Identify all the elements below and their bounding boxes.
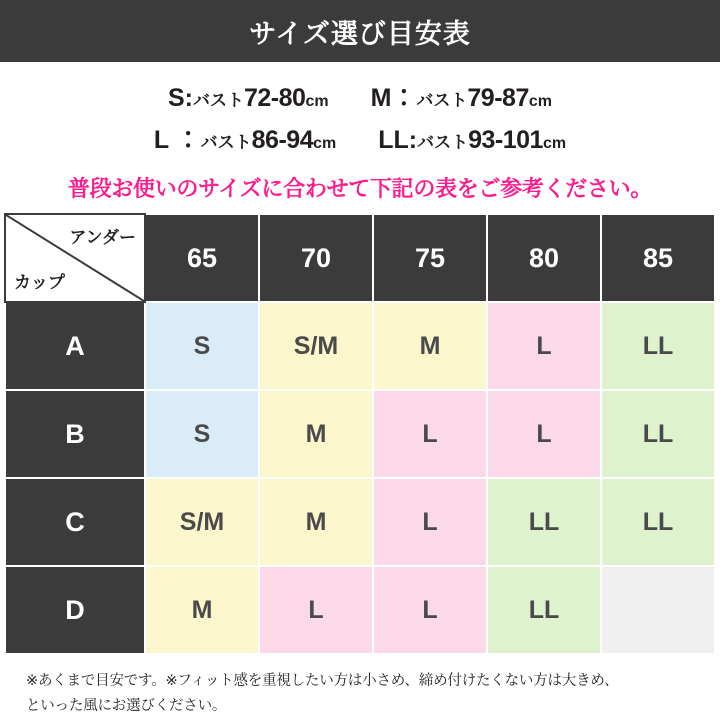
cell-b-75: L <box>373 390 487 478</box>
cell-d-75: L <box>373 566 487 654</box>
under-axis-label: アンダー <box>69 228 136 247</box>
cell-a-85: LL <box>601 302 715 390</box>
bust-word: バスト <box>200 133 252 152</box>
page-title: サイズ選び目安表 <box>249 18 471 49</box>
footnote-line-2: といった風にお選びください。 <box>26 697 227 714</box>
bust-guide <box>0 62 720 166</box>
cell-d-65: M <box>145 566 259 654</box>
bust-range: 72-80 <box>244 84 306 112</box>
bust-word: バスト <box>416 91 468 110</box>
bust-unit: cm <box>528 93 552 110</box>
bust-word: バスト <box>417 133 469 152</box>
bust-item-m <box>371 78 552 114</box>
table-corner-cell <box>5 214 145 302</box>
cell-a-70: S/M <box>259 302 373 390</box>
under-header-85: 85 <box>601 214 715 302</box>
size-table <box>4 213 716 655</box>
table-header-row <box>5 214 715 302</box>
cell-a-75: M <box>373 302 487 390</box>
under-header-75: 75 <box>373 214 487 302</box>
footnote-line-1: ※あくまで目安です。※フィット感を重視したい方は小さめ、締め付けたくない方は大きめ、 <box>26 673 619 689</box>
bust-word: バスト <box>193 91 244 110</box>
bust-row-2 <box>0 120 720 156</box>
bust-size-label: M： <box>370 84 417 112</box>
cell-b-70: M <box>259 390 373 478</box>
cup-header-d: D <box>5 566 145 654</box>
cell-c-80: LL <box>487 478 601 566</box>
cell-b-80: L <box>487 390 601 478</box>
cell-d-85 <box>601 566 715 654</box>
bust-unit: cm <box>542 135 567 152</box>
footnote <box>0 655 720 718</box>
cell-a-65: S <box>145 302 259 390</box>
bust-range: 86-94 <box>251 126 314 154</box>
bust-item-s <box>168 84 329 113</box>
bust-row-1 <box>0 78 720 114</box>
cell-c-70: M <box>259 478 373 566</box>
cell-c-85: LL <box>601 478 715 566</box>
bust-size-label: L ： <box>153 126 201 154</box>
cup-header-a: A <box>5 302 145 390</box>
bust-range: 79-87 <box>467 84 529 112</box>
cup-header-b: B <box>5 390 145 478</box>
bust-size-label: S: <box>168 84 193 112</box>
cell-b-65: S <box>145 390 259 478</box>
table-row <box>5 302 715 390</box>
table-row <box>5 566 715 654</box>
table-row <box>5 478 715 566</box>
cell-d-70: L <box>259 566 373 654</box>
table-row <box>5 390 715 478</box>
bust-item-ll <box>378 126 566 155</box>
bust-unit: cm <box>313 135 337 152</box>
bust-item-l <box>154 120 336 156</box>
under-header-80: 80 <box>487 214 601 302</box>
under-header-65: 65 <box>145 214 259 302</box>
cup-header-c: C <box>5 478 145 566</box>
bust-size-label: LL: <box>378 126 418 154</box>
cell-b-85: LL <box>601 390 715 478</box>
bust-unit: cm <box>305 93 329 110</box>
cell-c-75: L <box>373 478 487 566</box>
instruction-text: 普段お使いのサイズに合わせて下記の表をご参考ください。 <box>67 176 653 201</box>
cell-d-80: LL <box>487 566 601 654</box>
bust-range: 93-101 <box>468 126 543 154</box>
cell-a-80: L <box>487 302 601 390</box>
cup-axis-label: カップ <box>14 273 65 292</box>
under-header-70: 70 <box>259 214 373 302</box>
cell-c-65: S/M <box>145 478 259 566</box>
page-title-bar <box>0 0 720 62</box>
